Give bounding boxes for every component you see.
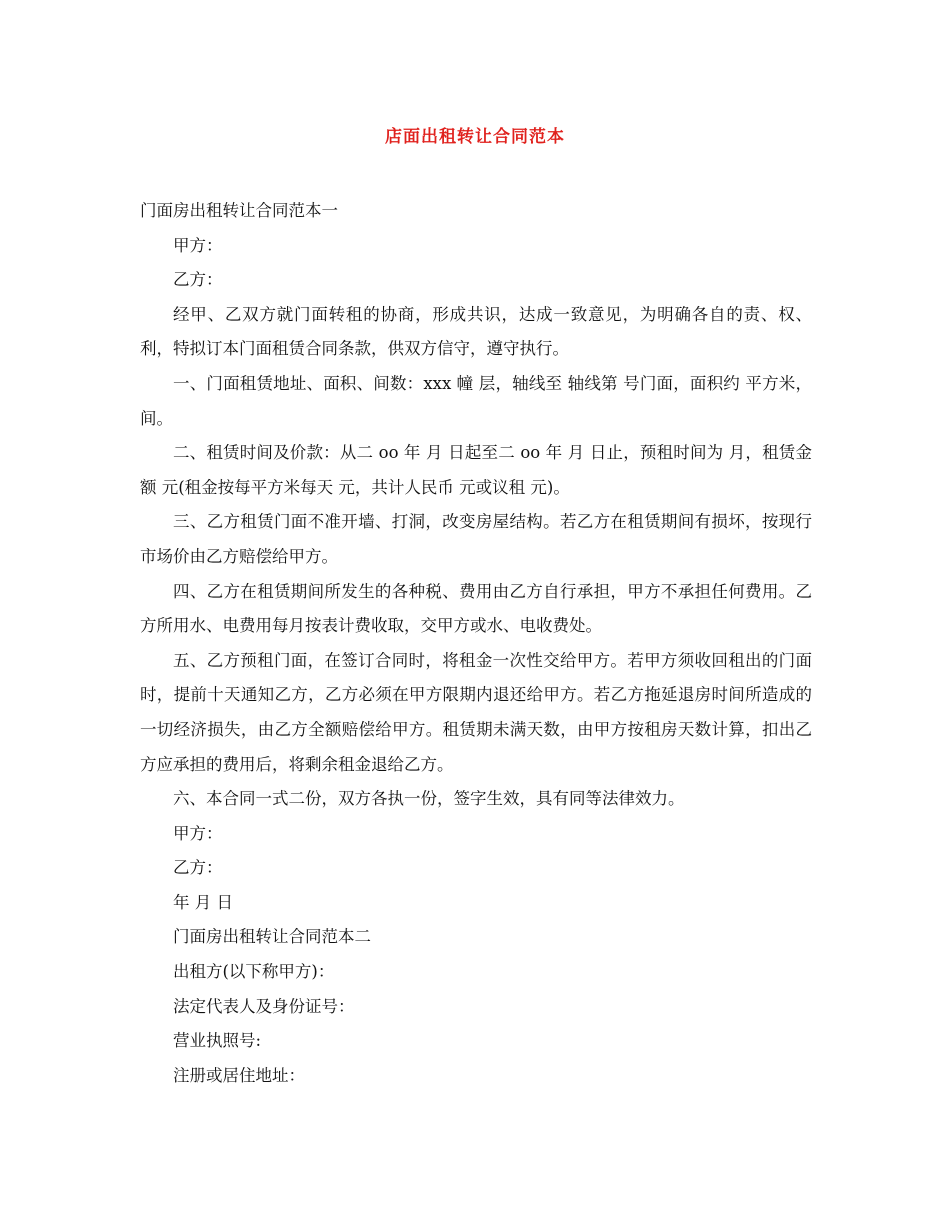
- section-heading-2: 门面房出租转让合同范本二: [173, 927, 371, 947]
- section-heading-1: 门面房出租转让合同范本一: [140, 201, 338, 220]
- registered-address-label: 注册或居住地址：: [173, 1065, 305, 1085]
- signature-party-a: 甲方：: [173, 823, 223, 843]
- party-a-label: 甲方：: [173, 235, 223, 255]
- legal-representative-label: 法定代表人及身份证号：: [173, 996, 355, 1016]
- clause-5: 五、乙方预租门面，在签订合同时，将租金一次性交给甲方。若甲方须收回租出的门面时，提前十天通知乙方，乙方必须在甲方限期内退还给甲方。若乙方拖延退房时间所造成的一切经济损失，由乙方全额赔偿给甲方。租赁期未满天数，由甲方按租房天数计算，扣出乙方应承担的费用后，将剩余租金退给乙方。: [140, 650, 812, 774]
- signature-party-b: 乙方：: [173, 858, 223, 878]
- clause-2: 二、租赁时间及价款：从二 oo 年 月 日起至二 oo 年 月 日止，预租时间为 月，租赁金额 元(租金按每平方米每天 元，共计人民币 元或议租 元)。: [140, 443, 812, 497]
- clause-6: 六、本合同一式二份，双方各执一份，签字生效，具有同等法律效力。: [173, 789, 685, 809]
- clause-4: 四、乙方在租赁期间所发生的各种税、费用由乙方自行承担，甲方不承担任何费用。乙方所用水、电费用每月按表计费收取，交甲方或水、电收费处。: [140, 581, 812, 636]
- clause-3: 三、乙方租赁门面不准开墙、打洞，改变房屋结构。若乙方在租赁期间有损坏，按现行市场价由乙方赔偿给甲方。: [140, 512, 812, 566]
- business-license-label: 营业执照号:: [173, 1031, 262, 1051]
- document-body: [140, 194, 812, 1093]
- preamble-paragraph: 经甲、乙双方就门面转租的协商，形成共识，达成一致意见，为明确各自的责、权、利，特拟订本门面租赁合同条款，供双方信守，遵守执行。: [140, 304, 812, 359]
- signature-date: 年 月 日: [173, 892, 233, 912]
- lessor-label: 出租方(以下称甲方)：: [173, 962, 335, 982]
- document-title: 店面出租转让合同范本: [385, 127, 565, 147]
- clause-1: 一、门面租赁地址、面积、间数：xxx 幢 层，轴线至 轴线第 号门面，面积约 平方米， 间。: [140, 373, 812, 428]
- party-b-label: 乙方：: [173, 270, 223, 290]
